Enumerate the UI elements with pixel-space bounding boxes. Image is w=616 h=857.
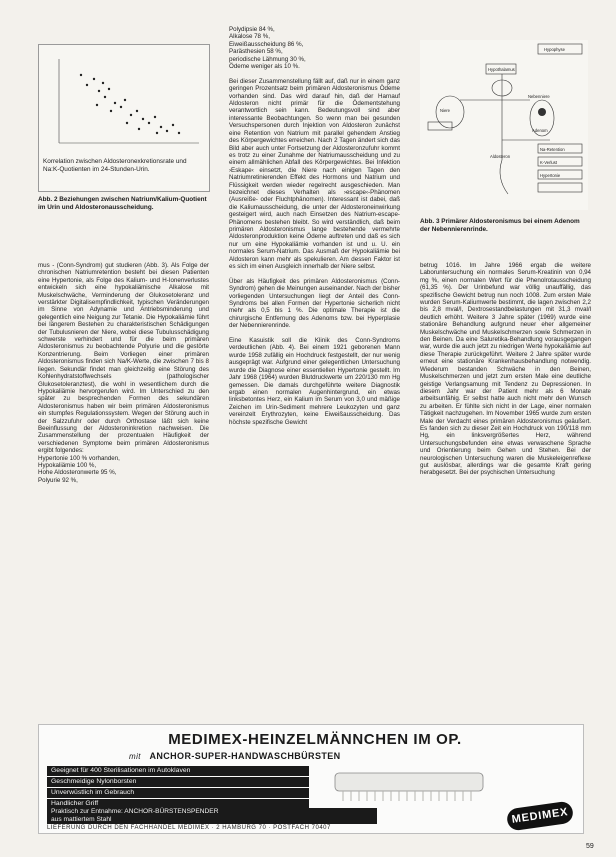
column-middle: Polydipsie 84 %, Alkalose 78 %, Eiweißausscheidung 86 %, Parästhesien 58 %, periodische Lähmung 30 %, Ödeme weniger als 10 %. Bei dieser Zusammenstellung fällt auf, daß nur in einem ganz geringen Prozentsatz beim primären Aldosteronismus Ödeme vorhanden sind. Das wird darauf hin, daß der Harnauf Aldosteron nicht primär für die Ödementstehung verantwortlich sein kann. Bedeutungsvoll sind aber interessante Beobachtungen. So wenn man bei gesunden Versuchspersonen durch Injektion von Aldosteron zunächst eine Retention von Natrium mit parallel gehendem Anstieg des Körpergewichtes erreichen. Nach 2 Tagen ändert sich das Bild aber auch unter Fortsetzung der Aldosteronzufuhr kommt es trotz zu einer Zunahme der Natriumausscheidung und zu einem allmählichen Abfall des Körpergewichtes. Bei Infektion ›Eskape‹ einsetzt, die Niere nach einigen Tagen den Natriumretinierenden Effekt des Hormons und Natrium und Flüssigkeit werden wieder regelrecht ausgeschieden. Man bezeichnet dieses Verhalten als ›escape‹-Phänomen (Ausreiße- oder Fluchtphänomen). Interessant ist dabei, daß die Kaliumausscheidung, die unter der Aldosteroneinwirkung gesteigert wird, auch nach Einsetzen des Natrium-escape-Phänomens bestehen bleibt. So wird verständlich, daß beim primären Aldosteronismus lange bestehende vermehrte Aldosteronproduktion keine Ödeme auftreten und daß es sich nur um eine Hypokaliämie vorhanden ist und u. U. ein normales Serum-Natrium. Das Ausmaß der Hypokaliämie bei Aldosteron kann mehr als spekulieren. Am dessen Faktor ist es sich im einen Ausgleich innerhalb der Niere selbst. Über als Häufigkeit des primären Aldosteronismus (Conn-Syndrom) gehen die Meinungen auseinander. Nach der bisher vorliegenden Untersuchungen liegt der Anteil des Conn-Syndroms bei allen Formen der Hypertonie sicherlich nicht mehr als 0,5 bis 1 %. Die optimale Therapie ist die chirurgische Entfernung des Adenoms bzw. bei Hyperplasie der Nebennierenrinde. Eine Kasuistik soll die Klinik des Conn-Syndroms verdeutlichen (Abb. 4). Bei einem 1921 geborenen Mann wurde 1958 zufällig ein Hochdruck festgestellt, der nur wenig ausgeprägt war. Aufgrund einer gelegentlichen Untersuchung wurde die Diagnose einer essentiellen Hypertonie gestellt. Im Jahr 1968 (1964) wurden Blutdruckwerte um 220/130 mm Hg gemessen. Die damals durchgeführte weitere Diagnostik ergab einen normalen Augenhintergrund, ein etwas linksbetontes Herz, ein Kalium im Serum von 3,0 und mäßige Zeichen im Urin-Sediment mehrere Leukozyten und ganz vereinzelt Erythrozyten, keine Eiweißausscheidung. Das höchste spezifische Gewicht [229,26,400,426]
ad-subtitle [129,751,341,761]
figure-2-scatter [39,45,209,157]
ad-feature: Unverwüstlich im Gebrauch [47,788,309,798]
figure-3-diagram [420,40,588,210]
ad-feature-list [47,766,309,799]
figure-3 [420,40,588,210]
ad-title: MEDIMEX-HEINZELMÄNNCHEN IM OP. [168,731,462,748]
figure-2-caption: Abb. 2 Beziehungen zwischen Natrium/Kalium-Quotient im Urin und Aldosteronausscheidung. [38,196,207,211]
figure-3-label: Hypophyse [544,47,565,52]
medimex-logo: MEDIMEX [506,801,574,832]
ad-feature: Geeignet für 400 Sterilisationen im Autoklaven [47,766,309,776]
figure-3-label: Aldosteron [490,154,511,159]
ad-dispenser-strip: Praktisch zur Entnahme: ANCHOR-BÜRSTENSPENDER aus mattiertem Stahl [47,808,377,824]
brush-image [329,767,489,805]
advertisement [38,724,584,834]
figure-3-label: Nebenniere [528,94,550,99]
figure-2 [38,44,210,192]
column-right: betrug 1016. Im Jahre 1966 ergab die weitere Laboruntersuchung ein normales Serum-Kreatinin von 0,94 mg %, einen normalen Wert für die Phenolrotausscheidung (61,35 %). Der Urinbefund war völlig unauffällig, das spezifische Gewicht betrug nun noch 1008. Zum ersten Male wurden Serum-Kaliumwerte bestimmt, die lagen zwischen 2,2 bis 2,8 mval/l, Dextrosestandbelastungen mit 31,3 mval/l deutlich erhöht. Weitere 3 Jahre später (1969) wurde eine stationäre Behandlung aufgrund neuer eher allgemeiner Muskelschwäche und Muskelschmerzen sowie Schmerzen in den Beinen. Da eine Saluretika-Behandlung vorausgegangen war, wurde die auch jetzt zu niedrigen Werte hypokaliämie auf diese Therapie zurückgeführt. Weitere 2 Jahre später wurde erneut eine stationäre Krankenhausbehandlung notwendig. Wiederum bestanden Schwäche in den Beinen, Muskelschmerzen und jetzt zum ersten Male eine deutliche geistige Verlangsamung mit Tendenz zu Depressionen. In diesem Jahr war der Patient mehr als 6 Monate arbeitsunfähig. Er selbst hatte auch nicht mehr den Wunsch zu arbeiten. Er fühlte sich nicht in der Lage, einer normalen Tätigkeit nachzugehen. Im November 1965 wurde zum ersten Male der Verdacht eines primären Aldosteronismus geäußert. Es fanden sich zu dieser Zeit ein Hochdruck von 190/118 mm Hg, ein linksvergrößertes Herz, während Untersuchungsbefunden eine etwas verwaschene Sprache und Orientierung beim Gehen und Stehen. Bei der neurologischen Untersuchung waren die Muskeleigenreflexe gut auslösbar, allerdings war die gesamte Kraft gering herabgesetzt. Bei der psychischen Untersuchung [420,262,591,477]
ad-mit: mit [129,752,141,761]
figure-3-label: Niere [440,108,451,113]
page-number: 59 [586,843,594,850]
figure-3-caption: Abb. 3 Primärer Aldosteronismus bei einem Adenom der Nebennierenrinde. [420,218,580,233]
figure-3-label: Adenom [532,128,548,133]
ad-footer: LIEFERUNG DURCH DEN FACHHANDEL MEDIMEX · 2 HAMBURG 70 · POSTFACH 70407 [47,825,331,831]
column-left: mus - (Conn-Syndrom) gut studieren (Abb. 3). Als Folge der chronischen Natriumretention besteht bei diesen Patienten eine Hypertonie, als Folge des Kalium- und H-Ionenverlustes entwickeln sich eine hypokaliämische Alkalose mit Muskelschwäche, Verminderung der Glukosetoleranz und verstärkter Digitalisempfindlichkeit, typischen Veränderungen im Sinne von Adynamie und Antriebsminderung und gelegentlich eine Neigung zur Tetanie. Die Hypokaliämie führt bei längerem Bestehen zu charakteristischen Schädigungen der Tubulusnieren der Niere, wobei diese Tubulusschädigung schwerste verhindert und für die beim primären Aldosteronismus zu beobachtende Polyurie und die gestörte Konzentrierung. Beim Vorliegen einer primären Aldosteronismus finden sich Na/K-Werte, die zwischen 7 bis 8 liegen. Sekundär findet man gleichzeitig eine Störung des Kohlenhydratstoffwechsels (pathologischer Glukosetoleranztest), die wohl in wesentlichem durch die Hypokaliämie hervorgerufen wird. Im Unterschied zu den später zu besprechenden Formen des sekundären Aldosteronismus haben wir beim primären Aldosteronismus ein stumpfes Regulationssystem. Wegen der Störung auch in der Salzzufuhr oder durch Orthostase läßt sich keine Beeinflussung der Aldosteroninkretion nachweisen. Die Zusammenstellung der prozentualen Häufigkeit der verschiedenen Symptome beim primären Aldosteronismus ergibt folgendes: Hypertonie 100 % vorhanden, Hypokaliämie 100 %, Hohe Aldosteronwerte 95 %, Polyurie 92 %, [38,262,209,484]
figure-2-points [80,74,180,134]
ad-feature: Geschmeidige Nylonborsten [47,777,309,787]
ad-subtitle-text: ANCHOR-SUPER-HANDWASCHBÜRSTEN [149,751,341,761]
figure-3-label: Hypertonie [540,173,561,178]
figure-3-label: Na-Retention [540,147,565,152]
ad-feature: Handlicher Griff [47,799,309,809]
figure-3-label: K-Verlust [540,160,557,165]
figure-3-label: Hypothalamus [488,67,515,72]
figure-2-box-caption: Korrelation zwischen Aldosteronexkretionsrate und Na:K-Quotienten im 24-Stunden-Urin. [43,158,187,173]
